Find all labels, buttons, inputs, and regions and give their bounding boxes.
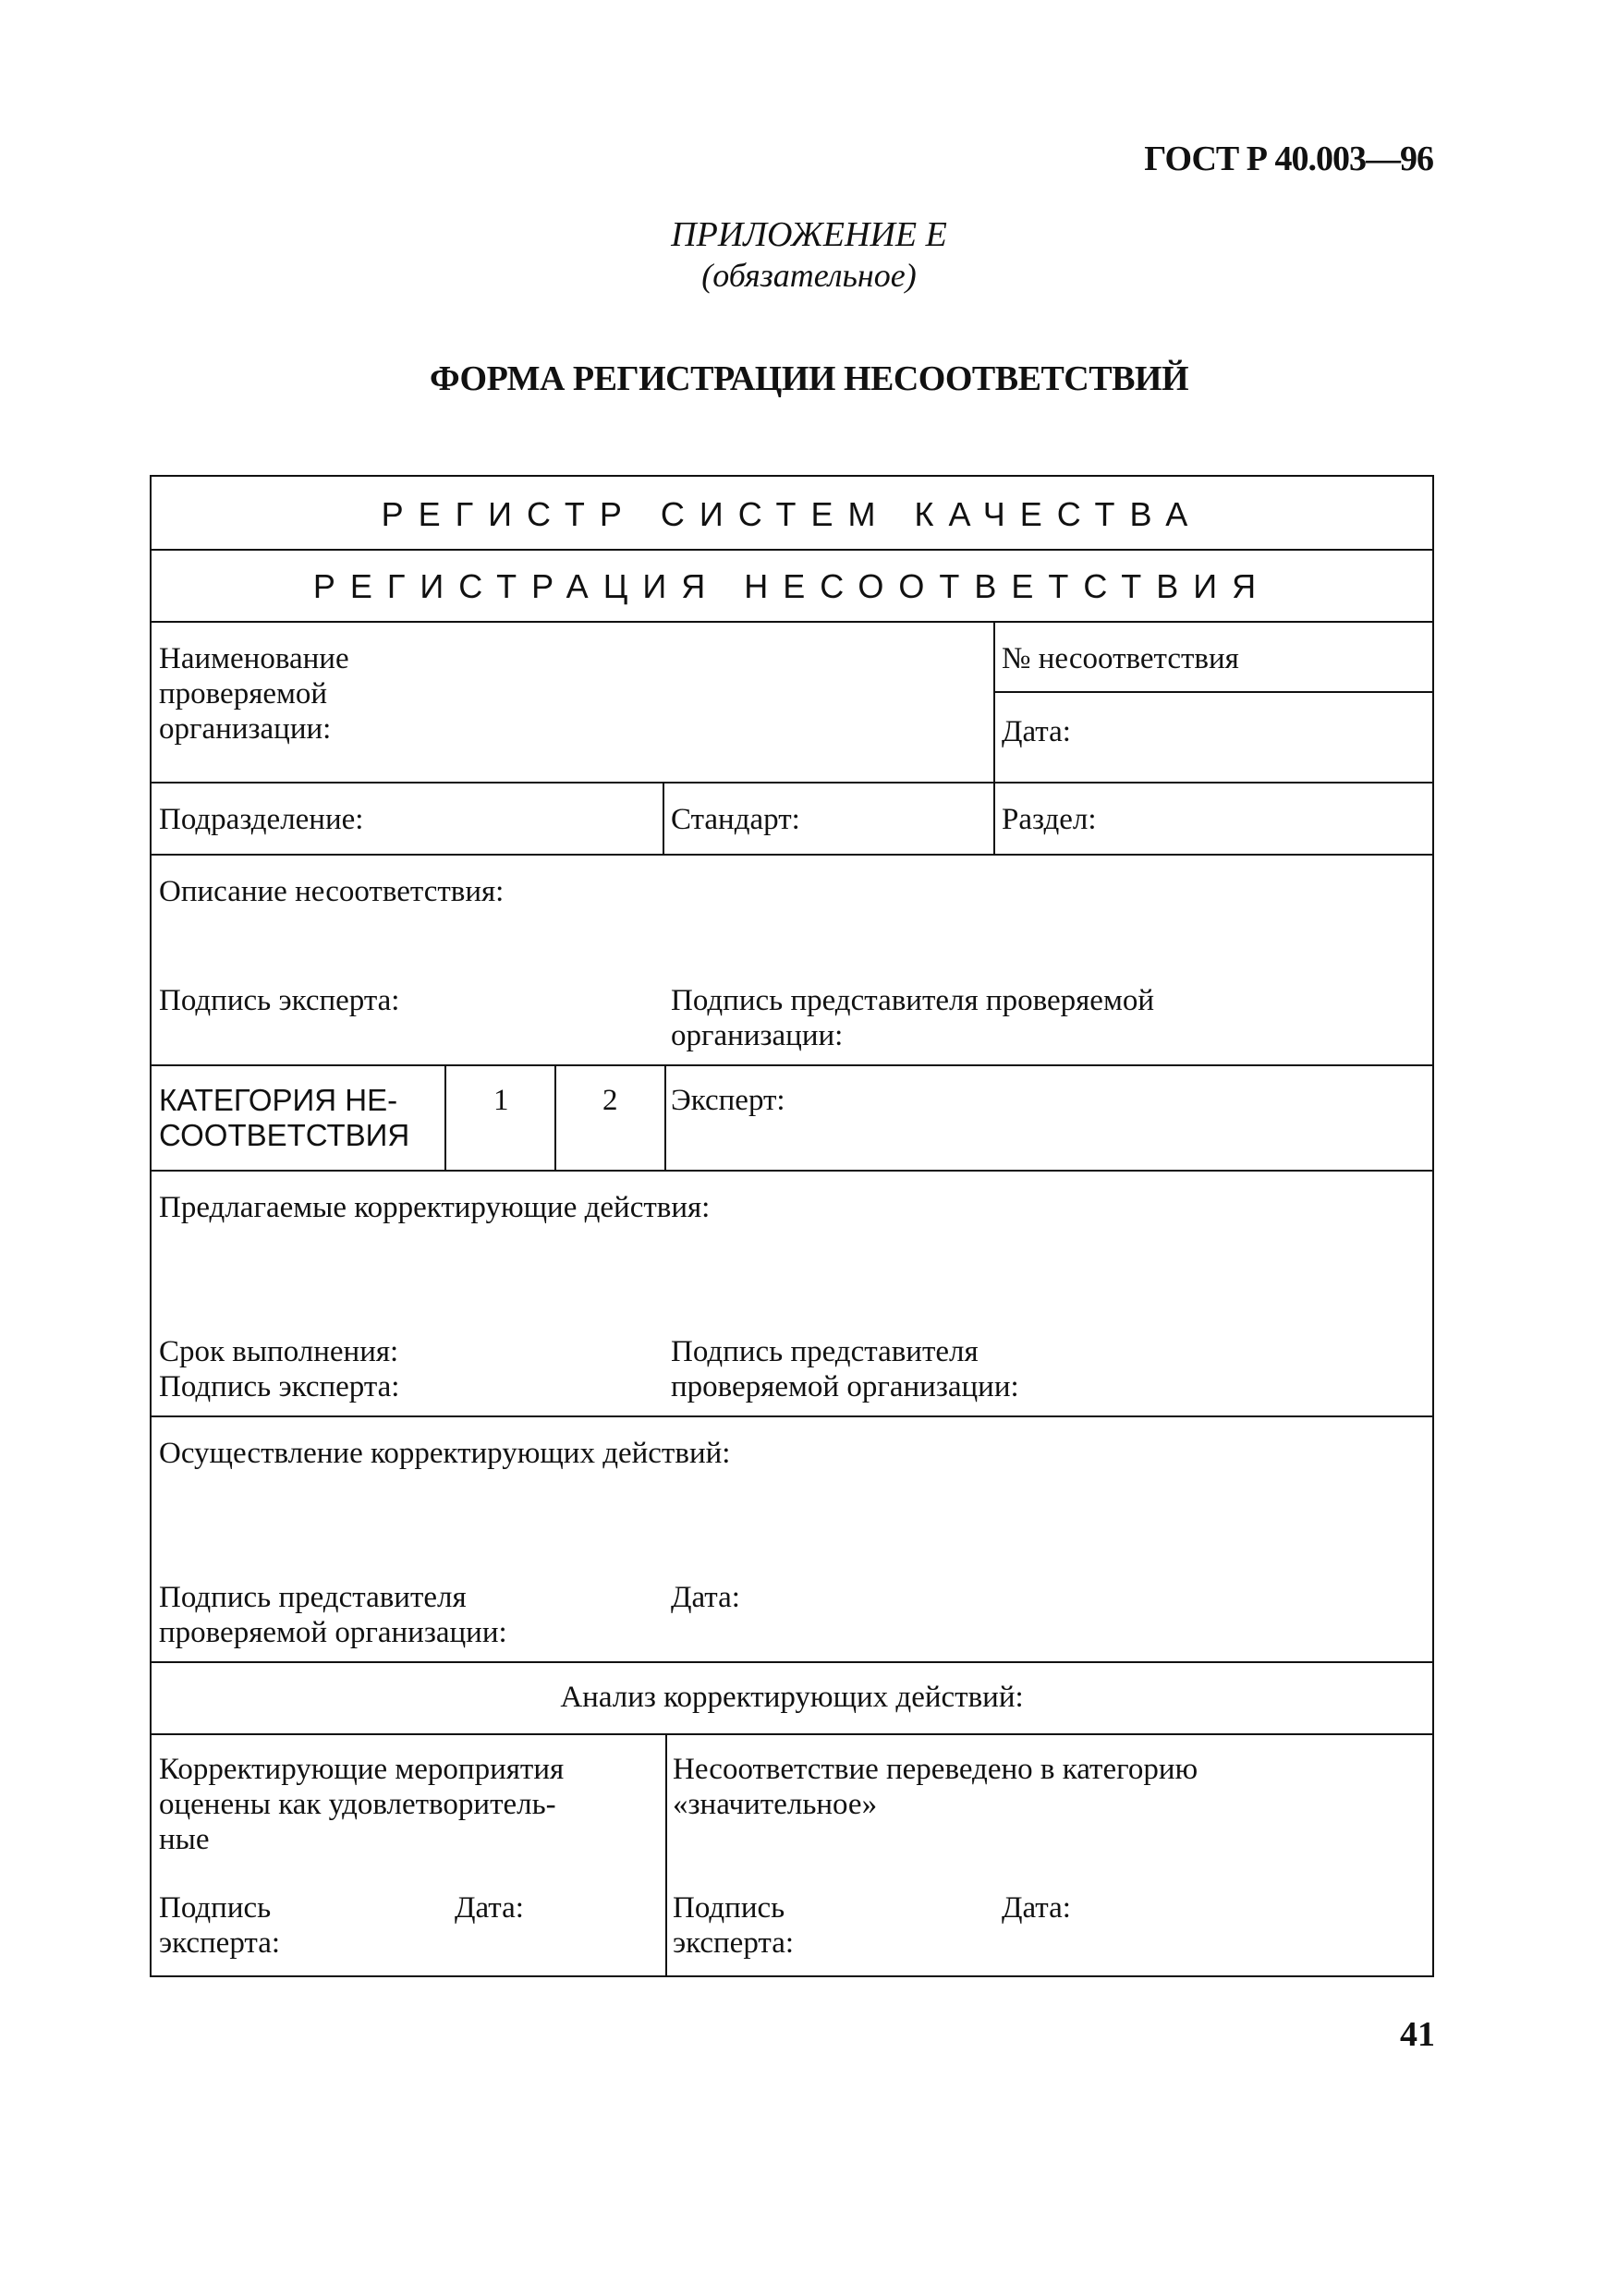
section-label: Раздел: bbox=[1002, 803, 1097, 836]
rep-signature-label-2: Подпись представителя проверяемой организации: bbox=[671, 1335, 1019, 1403]
column-divider bbox=[665, 1733, 667, 1975]
category-label: КАТЕГОРИЯ НЕ- СООТВЕТСТВИЯ bbox=[159, 1083, 410, 1152]
org-name-label: Наименование проверяемой организации: bbox=[159, 642, 349, 746]
expert-label: Эксперт: bbox=[671, 1084, 785, 1117]
rep-signature-label: Подпись представителя проверяемой организации: bbox=[671, 984, 1154, 1052]
right-signature-label: Подпись эксперта: bbox=[673, 1891, 795, 1960]
rep-signature-label-3: Подпись представителя проверяемой организации: bbox=[159, 1581, 507, 1649]
appendix-note: (обязательное) bbox=[701, 257, 917, 294]
category-option-2: 2 bbox=[602, 1084, 618, 1117]
register-title: РЕГИСТР СИСТЕМ КАЧЕСТВА bbox=[381, 495, 1203, 533]
page-number: 41 bbox=[1400, 2015, 1435, 2054]
column-divider bbox=[993, 621, 995, 854]
left-date-label: Дата: bbox=[455, 1891, 524, 1925]
document-number: ГОСТ Р 40.003—96 bbox=[1144, 140, 1433, 178]
category-option-1: 1 bbox=[493, 1084, 509, 1117]
nonconformity-number-label: № несоответствия bbox=[1002, 642, 1239, 675]
row-divider bbox=[152, 1064, 1432, 1066]
expert-signature-label-2: Подпись эксперта: bbox=[159, 1370, 400, 1403]
expert-signature-label: Подпись эксперта: bbox=[159, 984, 400, 1017]
analysis-label: Анализ корректирующих действий: bbox=[560, 1681, 1024, 1714]
standard-label: Стандарт: bbox=[671, 803, 800, 836]
column-divider bbox=[444, 1064, 446, 1170]
row-divider bbox=[152, 1733, 1432, 1735]
column-divider bbox=[664, 1064, 666, 1170]
appendix-title: ПРИЛОЖЕНИЕ Е bbox=[671, 215, 947, 254]
row-divider bbox=[152, 1170, 1432, 1172]
column-divider bbox=[663, 782, 664, 854]
row-divider bbox=[152, 621, 1432, 623]
proposed-actions-label: Предлагаемые корректирующие действия: bbox=[159, 1191, 711, 1224]
department-label: Подразделение: bbox=[159, 803, 364, 836]
left-signature-label: Подпись эксперта: bbox=[159, 1891, 281, 1960]
implementation-label: Осуществление корректирующих действий: bbox=[159, 1437, 731, 1470]
transferred-text: Несоответствие переведено в категорию «значительное» bbox=[673, 1753, 1198, 1821]
date-label: Дата: bbox=[1002, 715, 1071, 748]
deadline-block bbox=[159, 1334, 399, 1404]
row-divider bbox=[152, 854, 1432, 856]
row-divider bbox=[152, 549, 1432, 551]
row-divider bbox=[152, 782, 1432, 784]
deadline-label: Срок выполнения: bbox=[159, 1335, 399, 1368]
row-divider bbox=[152, 1661, 1432, 1663]
registration-title: РЕГИСТРАЦИЯ НЕСООТВЕТСТВИЯ bbox=[312, 567, 1271, 605]
row-divider bbox=[152, 1415, 1432, 1417]
appendix-heading bbox=[0, 214, 1618, 296]
nonconformity-form bbox=[150, 475, 1434, 1977]
description-label: Описание несоответствия: bbox=[159, 875, 505, 908]
form-title: ФОРМА РЕГИСТРАЦИИ НЕСООТВЕТСТВИЙ bbox=[429, 359, 1189, 398]
column-divider bbox=[554, 1064, 556, 1170]
right-date-label: Дата: bbox=[1002, 1891, 1071, 1925]
row-divider bbox=[993, 691, 1432, 693]
date-label-3: Дата: bbox=[671, 1581, 740, 1614]
satisfactory-text: Корректирующие мероприятия оценены как удовлетворитель- ные bbox=[159, 1753, 565, 1856]
